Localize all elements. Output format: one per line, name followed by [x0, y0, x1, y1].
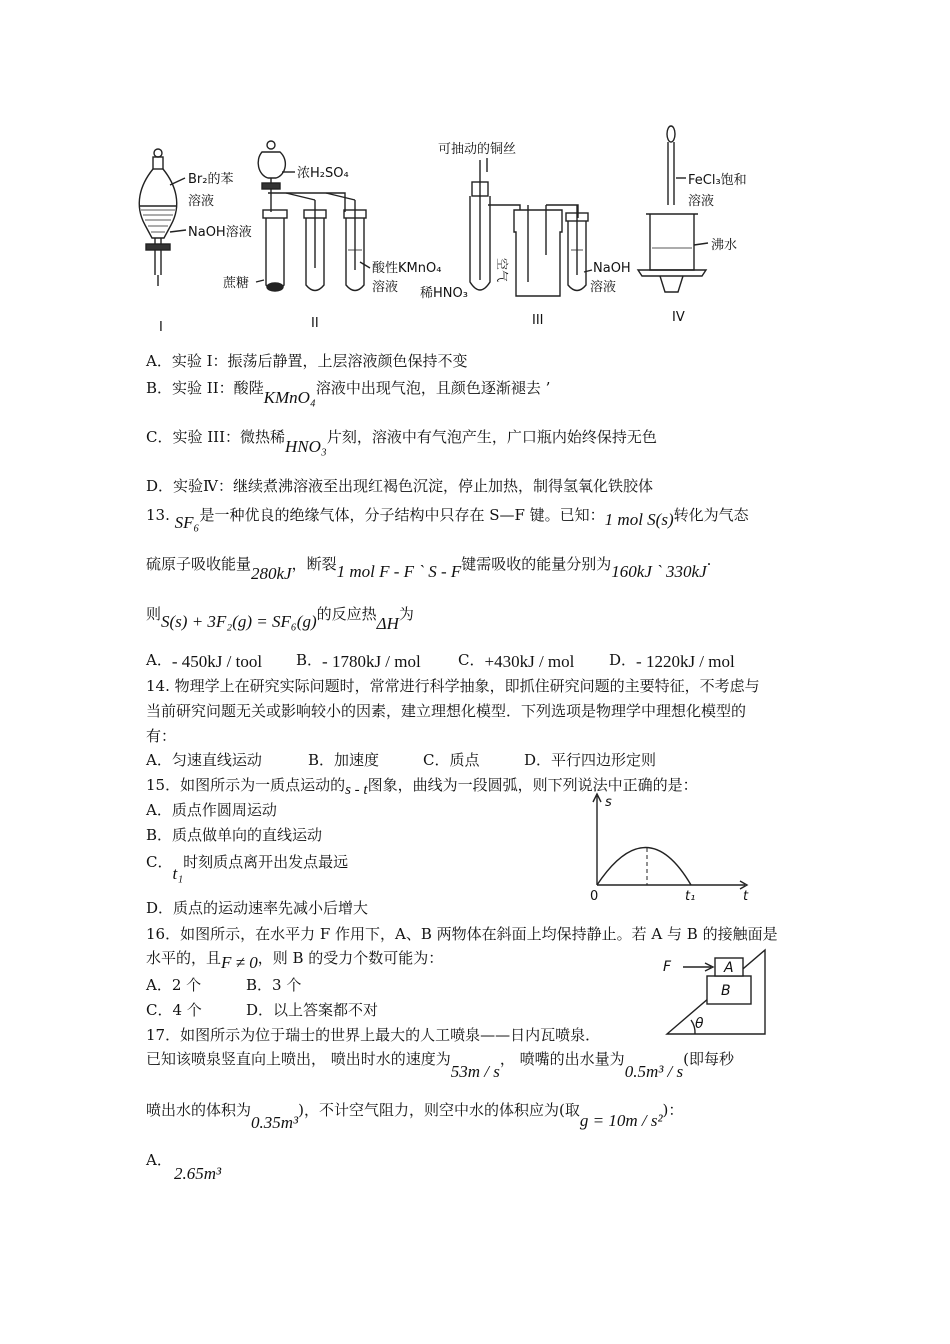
block-b: B	[721, 983, 731, 999]
label-naoh-1: NaOH溶液	[188, 225, 252, 240]
q15-post: 图象，曲线为一段圆弧，则下列说法中正确的是：	[367, 776, 698, 794]
q17-line-1: 17．如图所示为位于瑞士的世界上最大的人工喷泉——日内瓦喷泉．	[146, 1026, 601, 1044]
q15-math: s - t	[345, 782, 368, 798]
experiment-figure	[0, 0, 950, 340]
angle-theta: θ	[695, 1016, 704, 1032]
q13-option-b-wrap	[296, 650, 421, 670]
label-rongye-2: 溶液	[372, 280, 399, 295]
q13-m5: S(s) + 3F₂(g) = SF₆(g)	[161, 612, 317, 631]
q17-l2m2: 0.5m³ / s	[624, 1062, 684, 1081]
q13-m2: 280kJ	[251, 564, 292, 583]
q15-option-d: D．质点的运动速率先减小后增大	[146, 899, 369, 917]
q14-option-d: D．平行四边形定则	[524, 751, 657, 769]
q17-l3m2: g = 10m / s²	[579, 1111, 663, 1130]
q15-c-math: t₁	[172, 864, 184, 883]
numeral-4: IV	[672, 310, 685, 325]
q17-l2a: 已知该喷泉竖直向上喷出， 喷出时水的速度为	[146, 1050, 451, 1068]
q13-option-a-label: A．	[146, 651, 172, 669]
q13-option-d-wrap	[609, 650, 735, 670]
q13-t5: 键需吸收的能量分别为	[461, 555, 612, 573]
copper-nitric-apparatus	[470, 160, 588, 296]
label-br2: Br₂的苯	[188, 172, 234, 187]
label-air: 空气	[495, 258, 509, 283]
q12-option-b	[146, 378, 551, 407]
q13-m1: 1 mol S(s)	[604, 510, 674, 529]
q13-t9: 为	[398, 605, 414, 623]
separatory-funnel	[139, 149, 176, 286]
incline-figure	[655, 946, 805, 1038]
q13-t2: 转化为气态	[673, 506, 749, 524]
numeral-1: I	[159, 320, 163, 335]
label-boil: 沸水	[711, 238, 738, 253]
q16-pre: 水平的，且	[146, 949, 222, 967]
q13-sf6: SF₆	[174, 513, 200, 532]
axis-s: s	[605, 795, 612, 810]
q15-pre: 15．如图所示为一质点运动的	[146, 776, 346, 794]
fecl3-apparatus	[638, 126, 706, 292]
label-zhetang: 蔗糖	[223, 276, 250, 291]
q13-m4: 160kJ ` 330kJ	[611, 562, 707, 581]
q16-math: F ≠ 0	[221, 953, 258, 972]
q13-t8: 的反应热	[316, 605, 377, 623]
q13-t7: 则	[146, 605, 162, 623]
q17-l2b: ， 喷嘴的出水量为	[499, 1050, 625, 1068]
q16-option-c: C．4 个	[146, 1001, 202, 1019]
q12-option-d: D．实验Ⅳ：继续煮沸溶液至出现红褐色沉淀，停止加热，制得氢氧化铁胶体	[146, 477, 654, 495]
q14-option-c: C．质点	[423, 751, 480, 769]
q12-b-pre: B．实验 II：酸陛	[146, 379, 264, 397]
label-rongye-1: 溶液	[188, 194, 215, 209]
q12-b-math: KMnO₄	[263, 388, 316, 407]
q13-line-2	[146, 554, 712, 583]
q13-option-c: +430kJ / mol	[484, 652, 575, 671]
force-f: F	[663, 959, 672, 975]
label-h2so4: 浓H₂SO₄	[297, 166, 349, 181]
sucrose-apparatus	[258, 141, 366, 291]
q13-option-b-label: B．	[296, 651, 323, 669]
q13-m3: 1 mol F - F ` S - F	[336, 562, 462, 581]
label-naoh-2: NaOH	[593, 261, 631, 276]
q15-c-text: 时刻质点离开出发点最远	[183, 853, 349, 871]
label-copper: 可抽动的铜丝	[438, 142, 517, 157]
label-hno3: 稀HNO₃	[420, 286, 468, 301]
label-fecl3: FeCl₃饱和	[688, 173, 747, 188]
q13-option-d-label: D．	[609, 651, 637, 669]
q12-c-pre: C．实验 III：微热稀	[146, 428, 286, 446]
q14-line-1: 14. 物理学上在研究实际问题时，常常进行科学抽象，即抓住研究问题的主要特征，不考虑与	[146, 677, 760, 695]
q16-option-b: B．3 个	[246, 976, 302, 994]
q12-c-post: 片刻，溶液中有气泡产生，广口瓶内始终保持无色	[326, 428, 657, 446]
q17-l2c: (即每秒	[683, 1050, 735, 1068]
q14-line-2: 当前研究问题无关或影响较小的因素，建立理想化模型．下列选项是物理学中理想化模型的	[146, 702, 747, 720]
label-rongye-4: 溶液	[688, 194, 715, 209]
q13-options	[146, 650, 262, 670]
q12-option-a: A．实验 I：振荡后静置，上层溶液颜色保持不变	[146, 352, 468, 370]
q13-m6: ΔH	[376, 614, 399, 633]
q13-t3: 硫原子吸收能量	[146, 555, 252, 573]
q12-b-post: 溶液中出现气泡，且颜色逐渐褪去 ’	[315, 379, 551, 397]
q13-num: 13.	[146, 506, 170, 524]
q17-l3b: )，不计空气阻力，则空中水的体积应为(取	[298, 1101, 580, 1119]
q16-option-a: A．2 个	[146, 976, 202, 994]
q17-option-a: 2.65m³	[174, 1164, 222, 1183]
axis-t: t	[743, 889, 749, 904]
q13-t4: ，断裂	[291, 555, 337, 573]
q14-option-b: B．加速度	[308, 751, 380, 769]
q17-option-a-label: A．	[146, 1151, 172, 1169]
q16-line-1: 16．如图所示，在水平力 F 作用下，A、B 两物体在斜面上均保持静止。若 A 与 B 的接触面是	[146, 925, 778, 943]
label-rongye-3: 溶液	[590, 280, 617, 295]
block-a: A	[724, 960, 734, 976]
q13-option-a: - 450kJ / tool	[171, 652, 263, 671]
q13-t6: ·	[706, 555, 712, 573]
q17-l3a: 喷出水的体积为	[146, 1101, 252, 1119]
q16-line-2	[146, 948, 444, 972]
q15-option-c	[146, 852, 349, 883]
q13-option-c-wrap	[458, 650, 574, 670]
q17-line-3	[146, 1100, 684, 1132]
q17-l2m1: 53m / s	[450, 1062, 500, 1081]
q17-l3m1: 0.35m³	[251, 1113, 299, 1132]
q12-c-math: HNO₃	[285, 437, 327, 456]
q16-option-d: D．以上答案都不对	[246, 1001, 379, 1019]
numeral-3: III	[532, 313, 544, 328]
q15-option-b: B．质点做单向的直线运动	[146, 826, 323, 844]
q15-c-label: C．	[146, 853, 173, 871]
q15-option-a: A．质点作圆周运动	[146, 801, 277, 819]
numeral-2: II	[311, 316, 319, 331]
q12-option-c	[146, 427, 657, 456]
q16-post: ，则 B 的受力个数可能为：	[257, 949, 444, 967]
q14-option-a: A．匀速直线运动	[146, 751, 262, 769]
q13-option-d: - 1220kJ / mol	[636, 652, 735, 671]
q13-line-3	[146, 604, 414, 633]
q13-option-c-label: C．	[458, 651, 485, 669]
q13-t1: 是一种优良的绝缘气体，分子结构中只存在 S—F 键。已知：	[199, 506, 605, 524]
q13-line-1	[146, 505, 749, 532]
origin-0: 0	[590, 889, 599, 904]
q14-line-3: 有：	[146, 727, 177, 745]
tick-t1: t₁	[685, 889, 696, 904]
q17-l3c: )：	[662, 1101, 684, 1119]
q17-line-2	[146, 1049, 735, 1081]
q13-option-b: - 1780kJ / mol	[322, 652, 421, 671]
label-kmno4: 酸性KMnO₄	[372, 261, 442, 276]
st-graph	[585, 790, 755, 905]
